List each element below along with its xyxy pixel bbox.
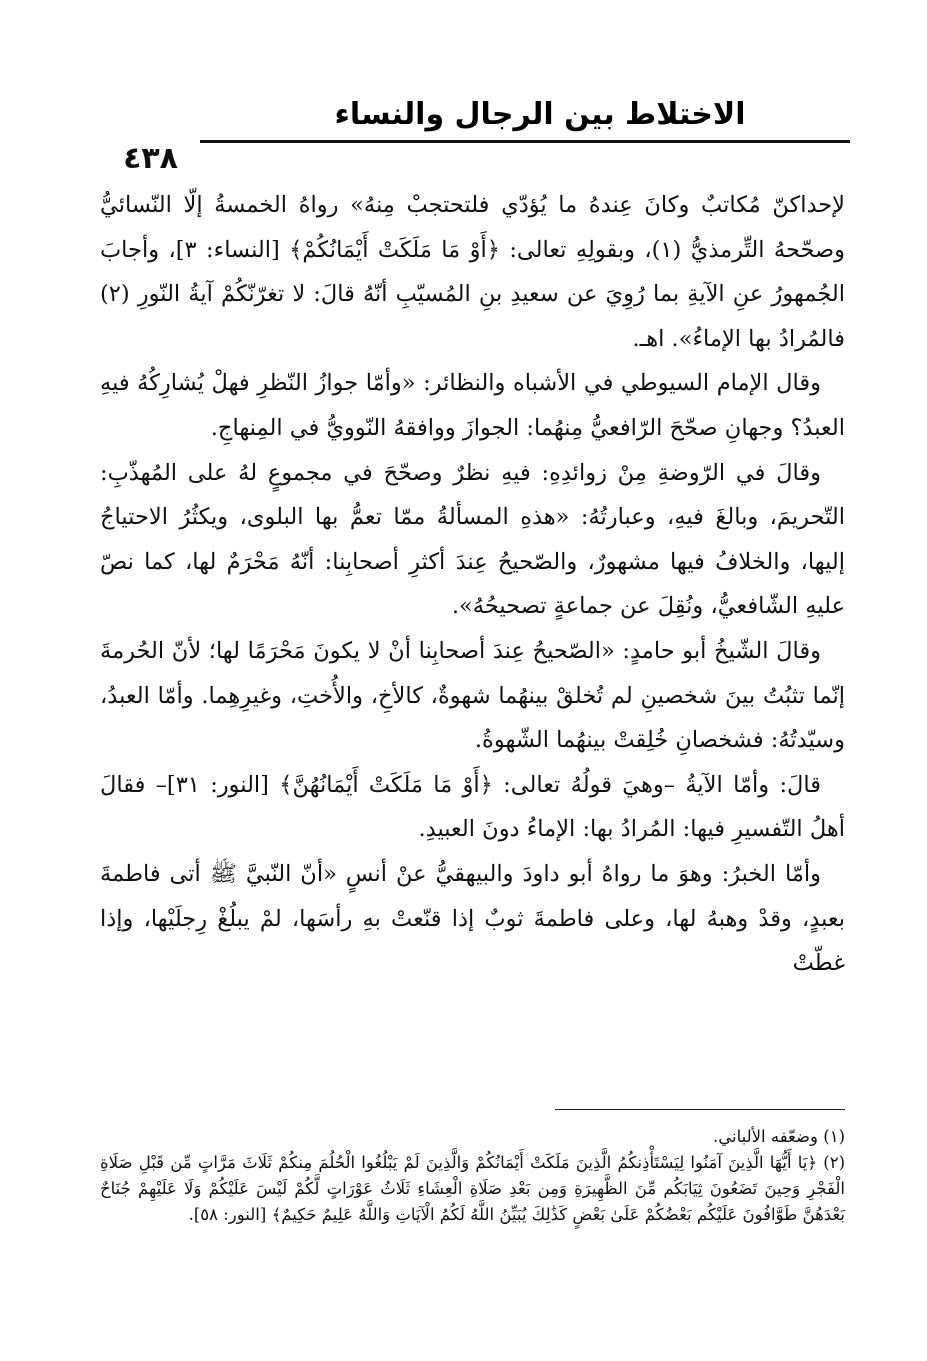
page-number: ٤٣٨ <box>123 140 178 176</box>
paragraph: وقال الإمام السيوطي في الأشباه والنظائر: «وأمّا جوازُ النّظرِ فهلْ يُشارِكُهُ فيهِ العبدُ؟ وجهانِ صحّحَ الرّافعيُّ مِنهُما: الجوازَ ووافقهُ النّوويُّ في المِنهاجِ. <box>100 370 845 441</box>
footnote: (١) وضعّفه الألباني. <box>713 1127 845 1146</box>
paragraph: وقالَ الشّيخُ أبو حامدٍ: «الصّحيحُ عِندَ أصحابِنا أنْ لا يكونَ مَحْرَمًا لها؛ لأنّ الحُرمةَ إنّما تثبُتُ بينَ شخصينِ لم تُخلقْ بينهُما شهوةٌ، كالأخِ، والأُختِ، وغيرِهِما. وأمّا العبدُ، وسيّدتُهُ: فشخصانِ خُلِقتْ بينهُما الشّهوةُ. <box>100 637 845 754</box>
running-title: الاختلاط بين الرجال والنساء <box>334 96 746 132</box>
paragraph: وقالَ في الرّوضةِ مِنْ زوائدِهِ: فيهِ نظرٌ وصحّحَ في مجموعٍ لهُ على المُهذّبِ: التّحريمَ، وبالغَ فيهِ، وعبارتُهُ: «هذهِ المسألةُ ممّا تعمُّ بها البلوى، ويكثُرُ الاحتياجُ إليها، والخلافُ فيها مشهورٌ، والصّحيحُ عِندَ أكثرِ أصحابِنا: أنّهُ مَحْرَمٌ لها، كما نصّ عليهِ الشّافعيُّ، ونُقِلَ عن جماعةٍ تصحيحُهُ». <box>100 459 845 620</box>
footnote: (٢) ﴿يَا أَيُّهَا الَّذِينَ آمَنُوا لِيَسْتَأْذِنكُمُ الَّذِينَ مَلَكَتْ أَيْمَانُكُمْ وَالَّذِينَ لَمْ يَبْلُغُوا الْحُلُمَ مِنكُمْ ثَلَاثَ مَرَّاتٍ مِّن قَبْلِ صَلَاةِ الْفَجْرِ وَحِينَ تَضَعُونَ ثِيَابَكُم مِّنَ الظَّهِيرَةِ وَمِن بَعْدِ صَلَاةِ الْعِشَاءِ ثَلَاثُ عَوْرَاتٍ لَّكُمْ لَيْسَ عَلَيْكُمْ وَلَا عَلَيْهِمْ جُنَاحٌ بَعْدَهُنَّ طَوَّافُونَ عَلَيْكُم بَعْضُكُمْ عَلَىٰ بَعْضٍ كَذَٰلِكَ يُبَيِّنُ اللَّهُ لَكُمُ الْآيَاتِ وَاللَّهُ عَلِيمٌ حَكِيمٌ﴾ [النور: ٥٨]. <box>100 1153 845 1224</box>
paragraph: وأمّا الخبرُ: وهوَ ما رواهُ أبو داودَ والبيهقيُّ عنْ أنسٍ «أنّ النّبيَّ ﷺ أتى فاطمةَ بعبدٍ، وقدْ وهبهُ لها، وعلى فاطمةَ ثوبٌ إذا قنّعتْ بهِ رأسَها، لمْ يبلُغْ رِجلَيْها، وإذا غطّتْ <box>100 860 845 977</box>
main-text <box>100 183 845 986</box>
footnotes <box>100 1124 845 1228</box>
paragraph: قالَ: وأمّا الآيةُ –وهيَ قولُهُ تعالى: ﴿أَوْ مَا مَلَكَتْ أَيْمَانُهُنَّ﴾ [النور: ٣١]– فقالَ أهلُ التّفسيرِ فيها: المُرادُ بها: الإماءُ دونَ العبيدِ. <box>100 771 845 843</box>
header-rule <box>200 140 850 143</box>
footnote-separator <box>555 1109 845 1110</box>
paragraph: لإحداكنّ مُكاتبٌ وكانَ عِندهُ ما يُؤدّي فلتحتجبْ مِنهُ» رواهُ الخمسةُ إلّا النّسائيُّ وصحّحهُ التِّرمذيُّ (١)، وبقولِهِ تعالى: ﴿أَوْ مَا مَلَكَتْ أَيْمَانُكُمْ﴾ [النساء: ٣]، وأجابَ الجُمهورُ عنِ الآيةِ بما رُوِيَ عن سعيدِ بنِ المُسيّبِ أنّهُ قالَ: لا تغرّنّكُمْ آيةُ النّورِ (٢) فالمُرادُ بها الإماءُ». اهـ. <box>100 192 845 352</box>
